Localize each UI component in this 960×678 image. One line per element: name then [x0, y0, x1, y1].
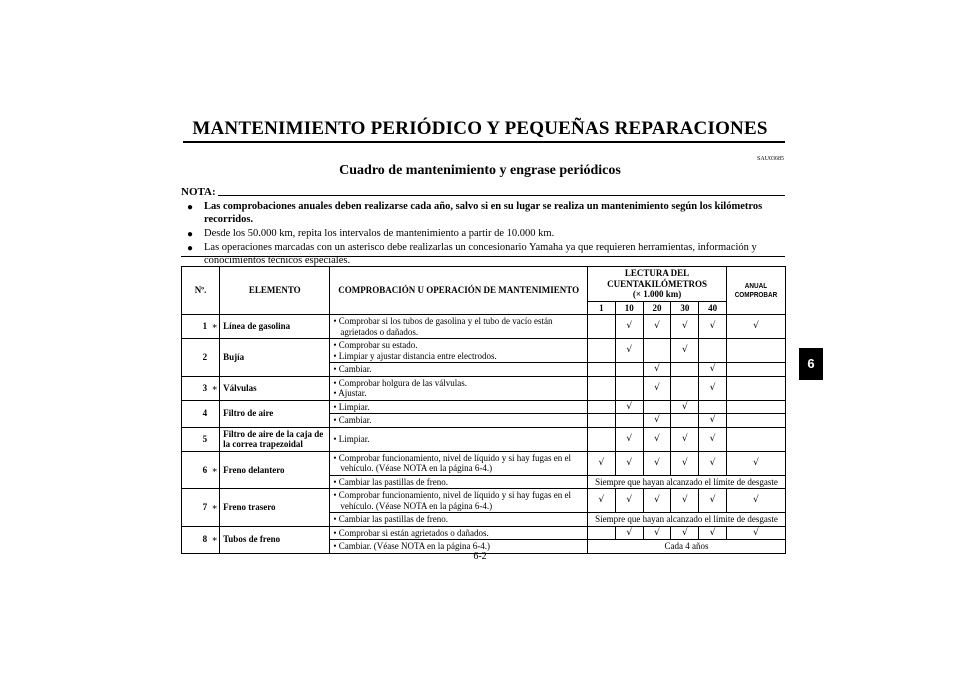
check-mark: √ — [727, 489, 786, 513]
row-operacion — [330, 526, 588, 540]
check-mark: √ — [671, 451, 699, 475]
table-row — [182, 427, 786, 451]
operacion-line: • Limpiar. — [333, 433, 370, 444]
table-body — [182, 315, 786, 554]
row-operacion — [330, 400, 588, 414]
empty-cell — [643, 400, 671, 414]
operacion-line: • Comprobar si los tubos de gasolina y el tubo de vacío están agrietados o dañados. — [333, 316, 553, 337]
row-operacion — [330, 489, 588, 513]
row-number: 2 — [182, 339, 211, 377]
table-row — [182, 400, 786, 414]
header-anual: ANUAL COMPROBAR — [727, 267, 786, 315]
operacion-line: • Cambiar las pastillas de freno. — [333, 514, 449, 524]
row-number: 3 — [182, 376, 211, 400]
empty-cell — [588, 400, 616, 414]
check-mark: √ — [643, 451, 671, 475]
asterisk-mark: ∗ — [210, 526, 220, 553]
interval-note: Siempre que hayan alcanzado el límite de desgaste — [588, 475, 786, 489]
bullet-icon: ● — [187, 229, 194, 240]
table-row — [182, 376, 786, 400]
check-mark: √ — [699, 526, 727, 540]
row-operacion — [330, 315, 588, 339]
header-lectura-label: LECTURA DEL CUENTAKILÓMETROS — [607, 268, 707, 289]
row-number: 7 — [182, 489, 211, 527]
nota-rule — [218, 195, 785, 196]
empty-cell — [727, 414, 786, 428]
check-mark: √ — [615, 315, 643, 339]
row-elemento: Freno trasero — [220, 489, 330, 527]
interval-note: Siempre que hayan alcanzado el límite de desgaste — [588, 513, 786, 527]
check-mark: √ — [671, 427, 699, 451]
row-elemento: Válvulas — [220, 376, 330, 400]
asterisk-mark — [210, 339, 220, 377]
asterisk-mark: ∗ — [210, 315, 220, 339]
empty-cell — [588, 427, 616, 451]
section-title: Cuadro de mantenimiento y engrase periódicos — [339, 163, 621, 178]
row-number: 4 — [182, 400, 211, 427]
nota-item: ● Desde los 50.000 km, repita los intervalos de mantenimiento a partir de 10.000 km. — [187, 228, 555, 240]
asterisk-mark: ∗ — [210, 451, 220, 489]
operacion-line: • Limpiar y ajustar distancia entre electrodos. — [333, 350, 497, 361]
header-lectura-unit: (× 1.000 km) — [632, 289, 682, 299]
asterisk-mark — [210, 400, 220, 427]
row-elemento: Bujía — [220, 339, 330, 377]
operacion-line: • Comprobar funcionamiento, nivel de líquido y si hay fugas en el vehículo. (Véase NOTA en la página 6-4.) — [333, 452, 571, 473]
empty-cell — [588, 339, 616, 363]
empty-cell — [588, 363, 616, 377]
row-operacion — [330, 451, 588, 475]
row-number: 5 — [182, 427, 211, 451]
operacion-line: • Comprobar funcionamiento, nivel de líquido y si hay fugas en el vehículo. (Véase NOTA en la página 6-4.) — [333, 490, 571, 511]
empty-cell — [671, 376, 699, 400]
operacion-line: • Ajustar. — [333, 388, 367, 398]
check-mark: √ — [727, 451, 786, 475]
header-elemento: ELEMENTO — [220, 267, 330, 315]
check-mark: √ — [699, 376, 727, 400]
header-km: 1 — [588, 301, 616, 315]
chapter-tab: 6 — [799, 348, 823, 380]
nota-item: ● Las operaciones marcadas con un asterisco debe realizarlas un concesionario Yamaha ya que requieren herramientas, información y conocimientos técnicos especiales. — [187, 242, 757, 266]
bullet-icon: ● — [187, 202, 194, 213]
empty-cell — [699, 339, 727, 363]
check-mark: √ — [699, 363, 727, 377]
check-mark: √ — [699, 414, 727, 428]
header-no: Nº. — [182, 267, 220, 315]
empty-cell — [588, 376, 616, 400]
check-mark: √ — [643, 376, 671, 400]
operacion-line: • Comprobar holgura de las válvulas. — [333, 377, 468, 388]
table-row — [182, 526, 786, 540]
check-mark: √ — [671, 489, 699, 513]
check-mark: √ — [671, 339, 699, 363]
nota-list — [185, 200, 787, 268]
check-mark: √ — [588, 451, 616, 475]
empty-cell — [615, 363, 643, 377]
page-number: 6-2 — [473, 551, 487, 562]
check-mark: √ — [643, 427, 671, 451]
empty-cell — [588, 526, 616, 540]
header-km: 40 — [699, 301, 727, 315]
row-elemento: Freno delantero — [220, 451, 330, 489]
check-mark: √ — [671, 400, 699, 414]
empty-cell — [615, 414, 643, 428]
header-operacion: COMPROBACIÓN U OPERACIÓN DE MANTENIMIENTO — [330, 267, 588, 315]
check-mark: √ — [615, 400, 643, 414]
row-number: 6 — [182, 451, 211, 489]
empty-cell — [588, 315, 616, 339]
check-mark: √ — [727, 526, 786, 540]
check-mark: √ — [615, 427, 643, 451]
check-mark: √ — [699, 489, 727, 513]
check-mark: √ — [699, 451, 727, 475]
row-operacion — [330, 339, 588, 363]
empty-cell — [671, 414, 699, 428]
row-elemento: Filtro de aire — [220, 400, 330, 427]
empty-cell — [671, 363, 699, 377]
table-header — [182, 267, 786, 315]
asterisk-mark — [210, 427, 220, 451]
operacion-line: • Comprobar si están agrietados o dañados. — [333, 527, 489, 538]
row-operacion — [330, 376, 588, 400]
header-km: 10 — [615, 301, 643, 315]
check-mark: √ — [671, 526, 699, 540]
check-mark: √ — [699, 427, 727, 451]
check-mark: √ — [643, 363, 671, 377]
operacion-line: • Comprobar su estado. — [333, 340, 418, 350]
row-operacion — [330, 363, 588, 377]
row-elemento: Tubos de freno — [220, 526, 330, 553]
operacion-line: • Cambiar. — [333, 415, 372, 425]
maintenance-table — [181, 266, 786, 554]
check-mark: √ — [643, 526, 671, 540]
row-elemento: Filtro de aire de la caja de la correa trapezoidal — [220, 427, 330, 451]
operacion-line: • Cambiar las pastillas de freno. — [333, 476, 449, 487]
empty-cell — [727, 339, 786, 363]
asterisk-mark: ∗ — [210, 489, 220, 527]
header-km: 30 — [671, 301, 699, 315]
row-elemento: Línea de gasolina — [220, 315, 330, 339]
reference-code: SAU03685 — [756, 156, 784, 162]
table-row — [182, 451, 786, 475]
header-lectura — [588, 267, 727, 302]
header-rule — [183, 141, 785, 143]
row-number: 8 — [182, 526, 211, 553]
check-mark: √ — [615, 526, 643, 540]
table-row — [182, 315, 786, 339]
check-mark: √ — [643, 315, 671, 339]
empty-cell — [699, 400, 727, 414]
check-mark: √ — [615, 339, 643, 363]
row-operacion — [330, 513, 588, 527]
check-mark: √ — [643, 489, 671, 513]
nota-label: NOTA: — [181, 186, 216, 198]
bullet-icon: ● — [187, 243, 194, 254]
check-mark: √ — [727, 315, 786, 339]
empty-cell — [727, 400, 786, 414]
check-mark: √ — [615, 489, 643, 513]
operacion-line: • Cambiar. (Véase NOTA en la página 6-4.) — [333, 541, 491, 551]
interval-note: Cada 4 años — [588, 540, 786, 554]
check-mark: √ — [643, 414, 671, 428]
check-mark: √ — [615, 451, 643, 475]
asterisk-mark: ∗ — [210, 376, 220, 400]
table-row — [182, 339, 786, 363]
empty-cell — [727, 427, 786, 451]
table-row — [182, 489, 786, 513]
check-mark: √ — [699, 315, 727, 339]
empty-cell — [727, 376, 786, 400]
row-operacion — [330, 414, 588, 428]
header-km: 20 — [643, 301, 671, 315]
empty-cell — [727, 363, 786, 377]
empty-cell — [615, 376, 643, 400]
check-mark: √ — [588, 489, 616, 513]
operacion-line: • Limpiar. — [333, 401, 370, 412]
operacion-line: • Cambiar. — [333, 364, 372, 374]
nota-end-rule — [181, 256, 785, 257]
empty-cell — [588, 414, 616, 428]
check-mark: √ — [671, 315, 699, 339]
row-number: 1 — [182, 315, 211, 339]
empty-cell — [643, 339, 671, 363]
row-operacion — [330, 475, 588, 489]
page-header-title: MANTENIMIENTO PERIÓDICO Y PEQUEÑAS REPARACIONES — [192, 118, 768, 139]
row-operacion — [330, 427, 588, 451]
nota-item: ● Las comprobaciones anuales deben realizarse cada año, salvo si en su lugar se realiza un mantenimiento según los kilómetros recorridos. — [187, 201, 763, 225]
